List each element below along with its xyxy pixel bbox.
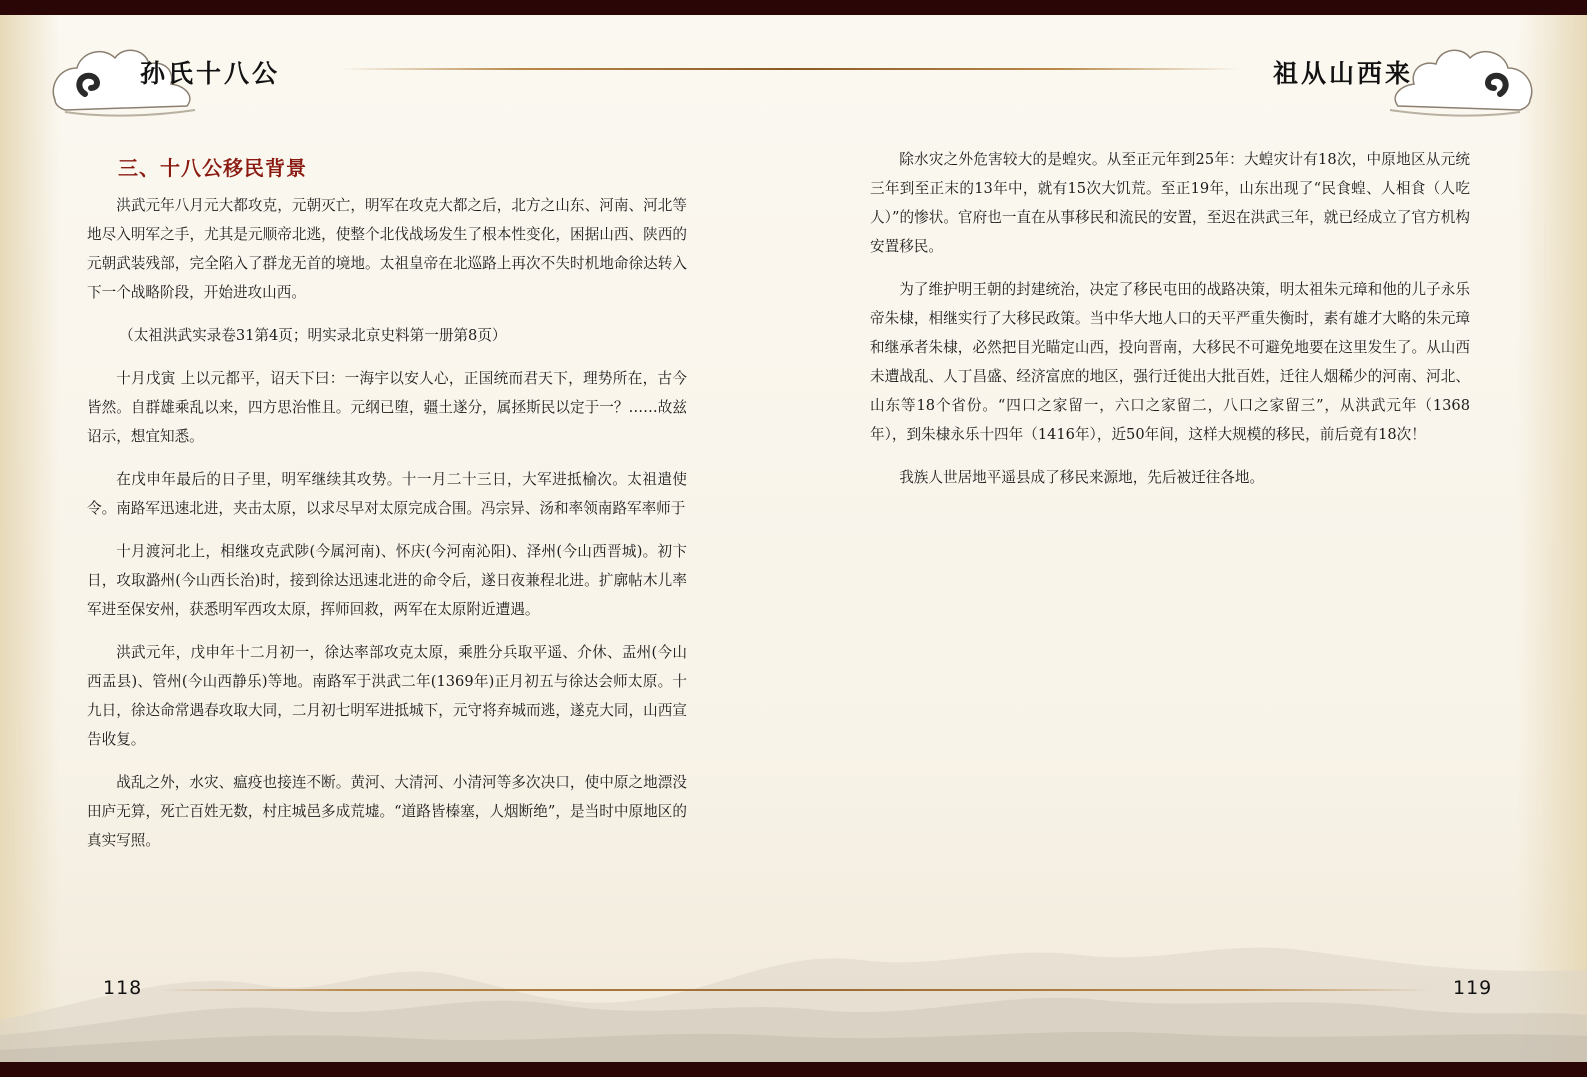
footer-rule <box>160 989 1430 991</box>
paragraph: 除水灾之外危害较大的是蝗灾。从至正元年到25年：大蝗灾计有18次，中原地区从元统三年到至正末的13年中，就有15次大饥荒。至正19年，山东出现了“民食蝗、人相食（人吃人）”的惨状。官府也一直在从事移民和流民的安置，至迟在洪武三年，就已经成立了官方机构安置移民。 <box>870 151 1470 255</box>
page-number-right: 119 <box>1453 977 1493 999</box>
paragraph: 十月戊寅 上以元都平，诏天下曰：一海宇以安人心，正国统而君天下，理势所在，古今皆然。自群雄乘乱以来，四方思治惟且。元纲已堕，疆土遂分，属拯斯民以定于一？……故兹诏示，想宜知悉。 <box>87 370 687 445</box>
citation-note: （太祖洪武实录卷31第4页；明实录北京史料第一册第8页） <box>119 327 507 344</box>
paragraph: 为了维护明王朝的封建统治，决定了移民屯田的战路决策，明太祖朱元璋和他的儿子永乐帝朱棣，相继实行了大移民政策。当中华大地人口的天平严重失衡时，素有雄才大略的朱元璋和继承者朱棣，必然把目光瞄定山西，投向晋南，大移民不可避免地要在这里发生了。从山西未遭战乱、人丁昌盛、经济富庶的地区，强行迁徙出大批百姓，迁往人烟稀少的河南、河北、山东等18个省份。“四口之家留一，六口之家留二，八口之家留三”，从洪武元年（1368年），到朱棣永乐十四年（1416年），近50年间，这样大规模的移民，前后竟有18次！ <box>870 281 1470 443</box>
paragraph: 洪武元年八月元大都攻克，元朝灭亡，明军在攻克大都之后，北方之山东、河南、河北等地尽入明军之手，尤其是元顺帝北逃，使整个北伐战场发生了根本性变化，困据山西、陕西的元朝武装残部，完全陷入了群龙无首的境地。太祖皇帝在北巡路上再次不失时机地命徐达转入下一个战略阶段，开始进攻山西。 <box>87 197 687 301</box>
header-title-right: 祖从山西来 <box>1273 59 1414 88</box>
top-frame-bar <box>0 0 1587 15</box>
paragraph: 十月渡河北上，相继攻克武陟(今属河南)、怀庆(今河南沁阳)、泽州(今山西晋城)。初卞日，攻取潞州(今山西长治)时，接到徐达迅速北进的命令后，遂日夜兼程北进。扩廓帖木儿率军进至保安州，获悉明军西攻太原，挥师回救，两军在太原附近遭遇。 <box>87 543 687 618</box>
right-page-edge-shade <box>1517 15 1587 1062</box>
section-title: 三、十八公移民背景 <box>118 156 307 180</box>
mountain-landscape-decoration <box>0 930 1587 1062</box>
bottom-frame-bar <box>0 1062 1587 1077</box>
right-page-body <box>870 145 1470 506</box>
left-page-edge-shade <box>0 15 60 1062</box>
paragraph: 战乱之外，水灾、瘟疫也接连不断。黄河、大清河、小清河等多次决口，使中原之地漂没田庐无算，死亡百姓无数，村庄城邑多成荒墟。“道路皆榛塞，人烟断绝”，是当时中原地区的真实写照。 <box>87 774 687 849</box>
header-title-left: 孙氏十八公 <box>140 59 281 88</box>
header-rule <box>340 68 1240 70</box>
left-page-body <box>87 191 687 869</box>
page-number-left: 118 <box>103 977 143 999</box>
paragraph: 洪武元年，戊申年十二月初一，徐达率部攻克太原，乘胜分兵取平遥、介休、盂州(今山西盂县)、管州(今山西静乐)等地。南路军于洪武二年(1369年)正月初五与徐达会师太原。十九日，徐达命常遇春攻取大同，二月初七明军进抵城下，元守将弃城而逃，遂克大同，山西宣告收复。 <box>87 644 687 748</box>
paragraph: 在戊申年最后的日子里，明军继续其攻势。十一月二十三日，大军进抵榆次。太祖遣使令。南路军迅速北进，夹击太原，以求尽早对太原完成合围。冯宗异、汤和率领南路军率师于 <box>87 471 687 517</box>
paragraph: 我族人世居地平遥县成了移民来源地，先后被迁往各地。 <box>899 469 1265 486</box>
